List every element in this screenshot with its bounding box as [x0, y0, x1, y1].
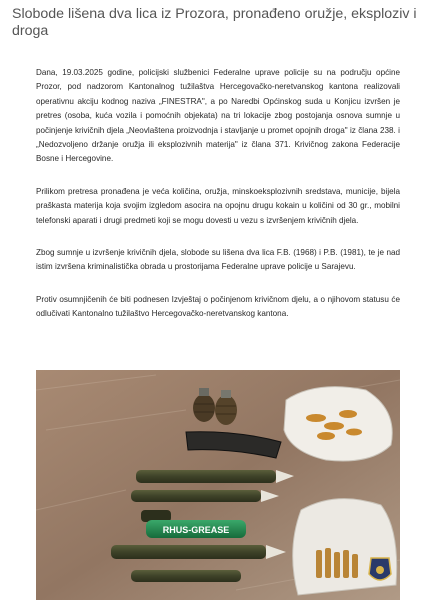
- grease-tube-icon: [146, 520, 246, 538]
- article-paragraph: Dana, 19.03.2025 godine, policijski službenici Federalne uprave policije su na području općine Prozor, pod nadzorom Kantonalnog tužilaštva Hercegovačko-neretvanskog kantona realizovali operativnu akciju kodnog naziva „FINESTRA", a po Naredbi Općinskog suda u Konjicu izvršen je pretres (osoba, kuća vozila i pomoćnih objekata) na tri lokacije zbog postojanja osnova sumnje u počinjenje krivičnih djela „Neovlaštena proizvodnja i stavljanje u promet opojnih droga" iz člana 238. i „Nedozvoljeno držanje oružja ili eksplozivnih materija" iz člana 371. Krivičnog zakona Federacije Bosne i Hercegovine.: [36, 68, 400, 164]
- evidence-photo-illustration: [36, 370, 400, 600]
- article-body: [36, 66, 400, 340]
- article-paragraph: Zbog sumnje u izvršenje krivičnih djela, slobode su lišena dva lica F.B. (1968) i P.B. (1981), te je nad istim izvršena kriminalistička obrada u prostorijama Federalne uprave policije u Sarajevu.: [36, 248, 400, 272]
- evidence-photo: [36, 370, 400, 600]
- police-badge-icon: [369, 558, 391, 580]
- article-paragraph: Protiv osumnjičenih će biti podnesen Izvještaj o počinjenom krivičnom djelu, a o njihovom statusu će odlučivati Kantonalno tužilaštvo Hercegovačko-neretvanskog kantona.: [36, 294, 400, 319]
- article-paragraph: Prilikom pretresa pronađena je veća količina, oružja, minskoeksplozivnih sredstava, municije, bijela praškasta materija koja svojim izgledom asocira na opojnu drugu kokain u količini od 30 gr., mobilni telefonski aparati i drugi predmeti koji se mogu dovesti u vezu s izvršenjem krivičnih djela.: [36, 186, 400, 225]
- grease-tube-label: RHUS-GREASE: [162, 525, 230, 535]
- article-title: Slobode lišena dva lica iz Prozora, pronađeno oružje, eksploziv i droga: [12, 6, 417, 39]
